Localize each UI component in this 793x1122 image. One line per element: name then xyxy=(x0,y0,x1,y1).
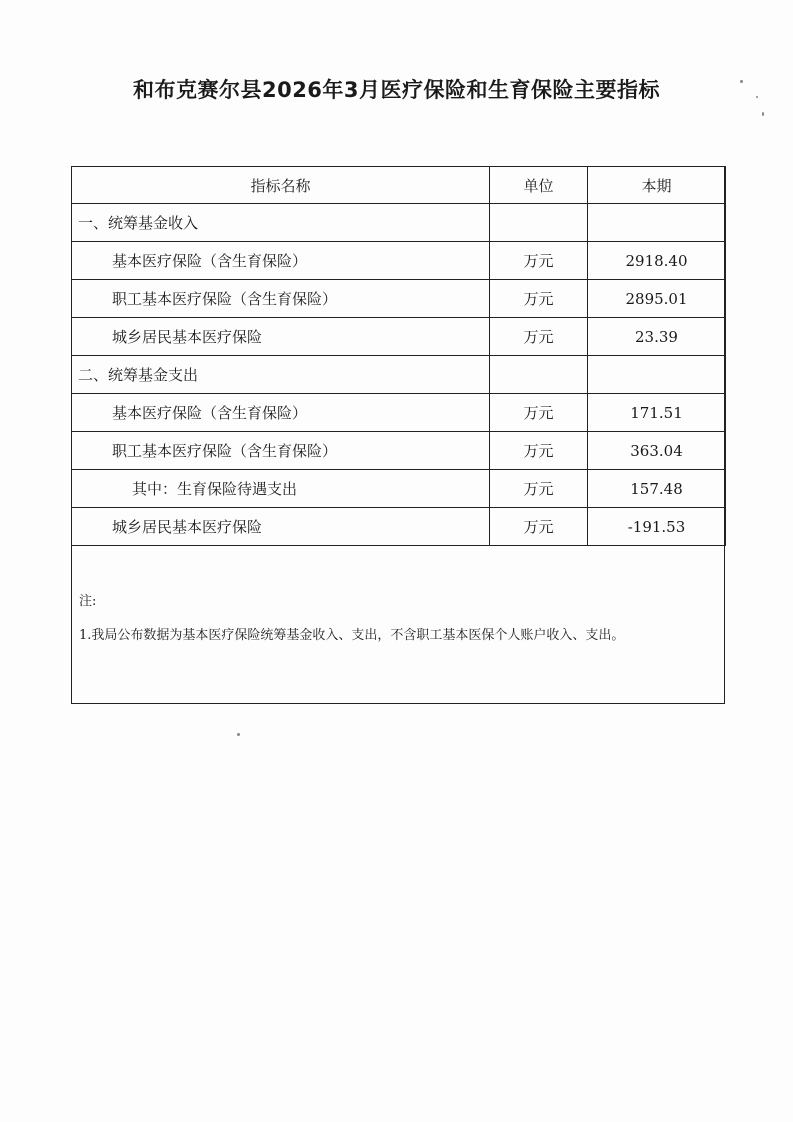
page-title: 和布克赛尔县2026年3月医疗保险和生育保险主要指标 xyxy=(132,78,661,102)
row-value xyxy=(588,204,726,242)
table-row xyxy=(72,470,726,508)
row-name: 基本医疗保险（含生育保险） xyxy=(72,242,490,280)
scan-speck xyxy=(762,112,764,116)
row-name: 职工基本医疗保险（含生育保险） xyxy=(72,432,490,470)
row-name: 二、统筹基金支出 xyxy=(72,356,490,394)
row-unit: 万元 xyxy=(490,318,588,356)
header-unit: 单位 xyxy=(490,167,588,204)
table-row xyxy=(72,356,726,394)
notes-text: 1.我局公布数据为基本医疗保险统筹基金收入、支出，不含职工基本医保个人账户收入、支出。 xyxy=(79,628,625,643)
scan-speck xyxy=(740,80,743,83)
row-name: 城乡居民基本医疗保险 xyxy=(72,318,490,356)
header-indicator-name: 指标名称 xyxy=(72,167,490,204)
table-row xyxy=(72,242,726,280)
row-unit: 万元 xyxy=(490,508,588,546)
row-value: 363.04 xyxy=(588,432,726,470)
row-value xyxy=(588,356,726,394)
row-unit xyxy=(490,204,588,242)
table-header-row xyxy=(72,167,726,204)
scan-speck xyxy=(237,733,240,736)
row-name: 其中：生育保险待遇支出 xyxy=(72,470,490,508)
table-row xyxy=(72,508,726,546)
indicator-table xyxy=(71,166,726,546)
notes-label: 注: xyxy=(79,594,97,609)
row-value: 2918.40 xyxy=(588,242,726,280)
table-row xyxy=(72,280,726,318)
row-value: -191.53 xyxy=(588,508,726,546)
scan-speck xyxy=(756,96,758,98)
row-value: 2895.01 xyxy=(588,280,726,318)
table-row xyxy=(72,318,726,356)
header-current-period: 本期 xyxy=(588,167,726,204)
row-value: 171.51 xyxy=(588,394,726,432)
table-row xyxy=(72,204,726,242)
notes-section xyxy=(79,592,719,646)
row-name: 基本医疗保险（含生育保险） xyxy=(72,394,490,432)
row-value: 157.48 xyxy=(588,470,726,508)
row-value: 23.39 xyxy=(588,318,726,356)
row-name: 职工基本医疗保险（含生育保险） xyxy=(72,280,490,318)
row-unit xyxy=(490,356,588,394)
table-row xyxy=(72,432,726,470)
row-unit: 万元 xyxy=(490,432,588,470)
row-unit: 万元 xyxy=(490,394,588,432)
row-unit: 万元 xyxy=(490,280,588,318)
table-row xyxy=(72,394,726,432)
row-unit: 万元 xyxy=(490,242,588,280)
row-name: 一、统筹基金收入 xyxy=(72,204,490,242)
row-name: 城乡居民基本医疗保险 xyxy=(72,508,490,546)
row-unit: 万元 xyxy=(490,470,588,508)
